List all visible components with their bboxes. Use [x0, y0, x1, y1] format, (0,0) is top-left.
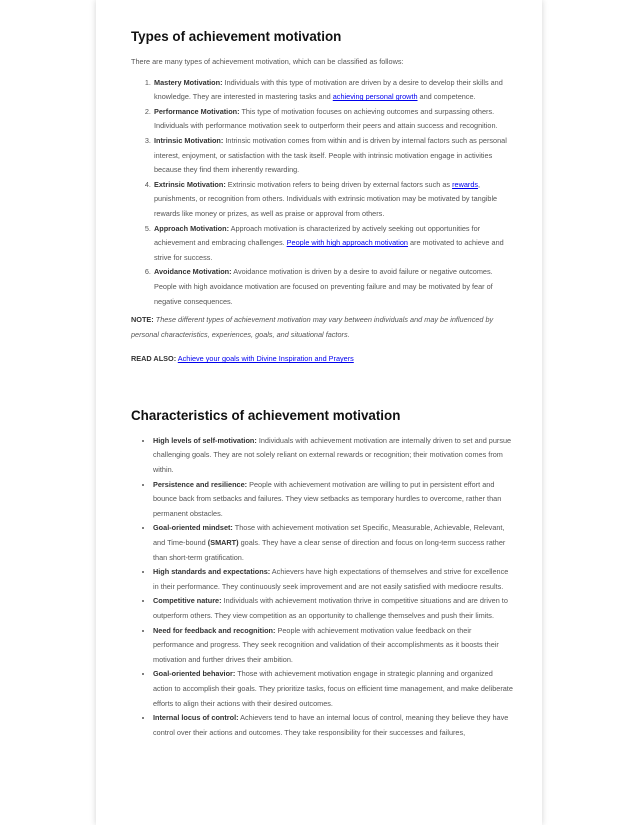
list-item-term: Extrinsic Motivation:: [154, 179, 226, 189]
list-item-term: Competitive nature:: [153, 596, 222, 606]
list-item-term: Goal-oriented mindset:: [153, 523, 233, 533]
list-item-text: Those with achievement motivation set Specific, Measurable, Achievable, Relevant, and Time-bound: [153, 523, 505, 548]
list-item-text: This type of motivation focuses on achieving outcomes and surpassing others. Individuals with performance motivation seek to outperform their peers and attain success and recognition.: [154, 106, 498, 131]
smart-acronym: (SMART): [207, 538, 239, 548]
document-page: [96, 0, 542, 825]
read-also-label: READ ALSO:: [131, 354, 177, 364]
list-item-text: are motivated to achieve and strive for success.: [154, 238, 504, 262]
list-item-text: goals. They have a clear sense of direction and focus on long-term success rather than short-term gratification.: [153, 538, 506, 562]
list-item-text: Those with achievement motivation engage in strategic planning and organized action to accomplish their goals. They prioritize tasks, focus on efficient time management, and make deliberate efforts to align their actions with their desired outcomes.: [153, 669, 513, 708]
list-item: [153, 76, 513, 105]
list-item-term: Mastery Motivation:: [154, 77, 223, 87]
rewards-link[interactable]: rewards: [452, 179, 479, 189]
read-also-link[interactable]: Achieve your goals with Divine Inspiration and Prayers: [177, 354, 354, 364]
list-item-term: Goal-oriented behavior:: [153, 669, 236, 679]
list-item-text: Achievers tend to have an internal locus of control, meaning they believe they have control over their actions and outcomes. They take responsibility for their successes and failures,: [153, 713, 509, 737]
list-item-text: Individuals with achievement motivation thrive in competitive situations and are driven to outperform others. They view competition as an opportunity to challenge themselves and push their limits.: [153, 596, 508, 620]
list-item-text: People with achievement motivation are willing to put in persistent effort and bounce back from setbacks and failures. They view setbacks as temporary hurdles to overcome, rather than permanent obstacles.: [153, 479, 502, 518]
list-item-term: Intrinsic Motivation:: [154, 135, 224, 145]
section-heading-characteristics: Characteristics of achievement motivation: [131, 407, 401, 423]
characteristics-list: [131, 434, 513, 740]
list-item-text: Intrinsic motivation comes from within and is driven by internal factors such as personal interest, enjoyment, or satisfaction with the task itself. People with intrinsic motivation engage in activities because they find them inherently rewarding.: [154, 135, 507, 175]
list-item: [153, 265, 513, 309]
list-item-text: and competence.: [417, 92, 476, 102]
list-item-term: High levels of self-motivation:: [153, 435, 257, 445]
list-item-text: People with achievement motivation value feedback on their performance and progress. They seek recognition and validation of their accomplishments as it boosts their motivation and further drives their ambition.: [153, 625, 499, 664]
approach-motivation-link[interactable]: People with high approach motivation: [286, 238, 408, 248]
list-item-term: Internal locus of control:: [153, 713, 239, 723]
section-heading-types: Types of achievement motivation: [131, 29, 342, 44]
note-label: NOTE:: [131, 315, 154, 325]
list-item-term: Performance Motivation:: [154, 106, 240, 116]
list-item: [153, 711, 513, 740]
list-item-term: Persistence and resilience:: [153, 479, 248, 489]
list-item: [153, 434, 513, 478]
list-item: [153, 594, 513, 623]
note-paragraph: [131, 313, 513, 342]
list-item-term: Need for feedback and recognition:: [153, 625, 276, 635]
list-item: [153, 565, 513, 594]
article-content: [131, 28, 513, 740]
list-item: [153, 134, 513, 178]
section-intro: There are many types of achievement motivation, which can be classified as follows:: [131, 57, 404, 66]
list-item: [153, 521, 513, 565]
list-item-term: Approach Motivation:: [154, 223, 229, 233]
list-item-text: Individuals with this type of motivation are driven by a desire to develop their skills and knowledge. They are interested in mastering tasks and: [154, 77, 503, 102]
list-item-text: Individuals with achievement motivation are internally driven to set and pursue challenging goals. They are not solely reliant on external rewards or recognition; their motivation comes from within.: [153, 435, 512, 475]
list-item-text: , punishments, or recognition from others. Individuals with extrinsic motivation may be motivated by tangible rewards like money or prizes, as well as praise or approval from others.: [154, 179, 498, 218]
note-text: These different types of achievement motivation may vary between individuals and may be influenced by personal characteristics, experiences, goals, and situational factors.: [131, 315, 494, 339]
list-item: [153, 667, 513, 711]
list-item-term: Avoidance Motivation:: [154, 267, 232, 277]
list-item: [153, 178, 513, 222]
read-also: [131, 352, 513, 367]
list-item-text: Extrinsic motivation refers to being driven by external factors such as: [225, 179, 453, 189]
list-item-text: Approach motivation is characterized by actively seeking out opportunities for achievement and embracing challenges.: [154, 223, 481, 248]
achieving-personal-growth-link[interactable]: achieving personal growth: [332, 92, 418, 102]
list-item: [153, 478, 513, 522]
list-item-term: High standards and expectations:: [153, 567, 271, 577]
list-item-text: Avoidance motivation is driven by a desire to avoid failure or negative outcomes. People with high avoidance motivation are focused on preventing failure and may be motivated by fear of negative consequences.: [154, 267, 493, 306]
list-item: [153, 624, 513, 668]
types-list: [131, 76, 513, 310]
list-item-text: Achievers have high expectations of themselves and strive for excellence in their performance. They continuously seek improvement and are not easily satisfied with mediocre results.: [153, 567, 509, 591]
list-item: [153, 222, 513, 266]
list-item: [153, 105, 513, 134]
